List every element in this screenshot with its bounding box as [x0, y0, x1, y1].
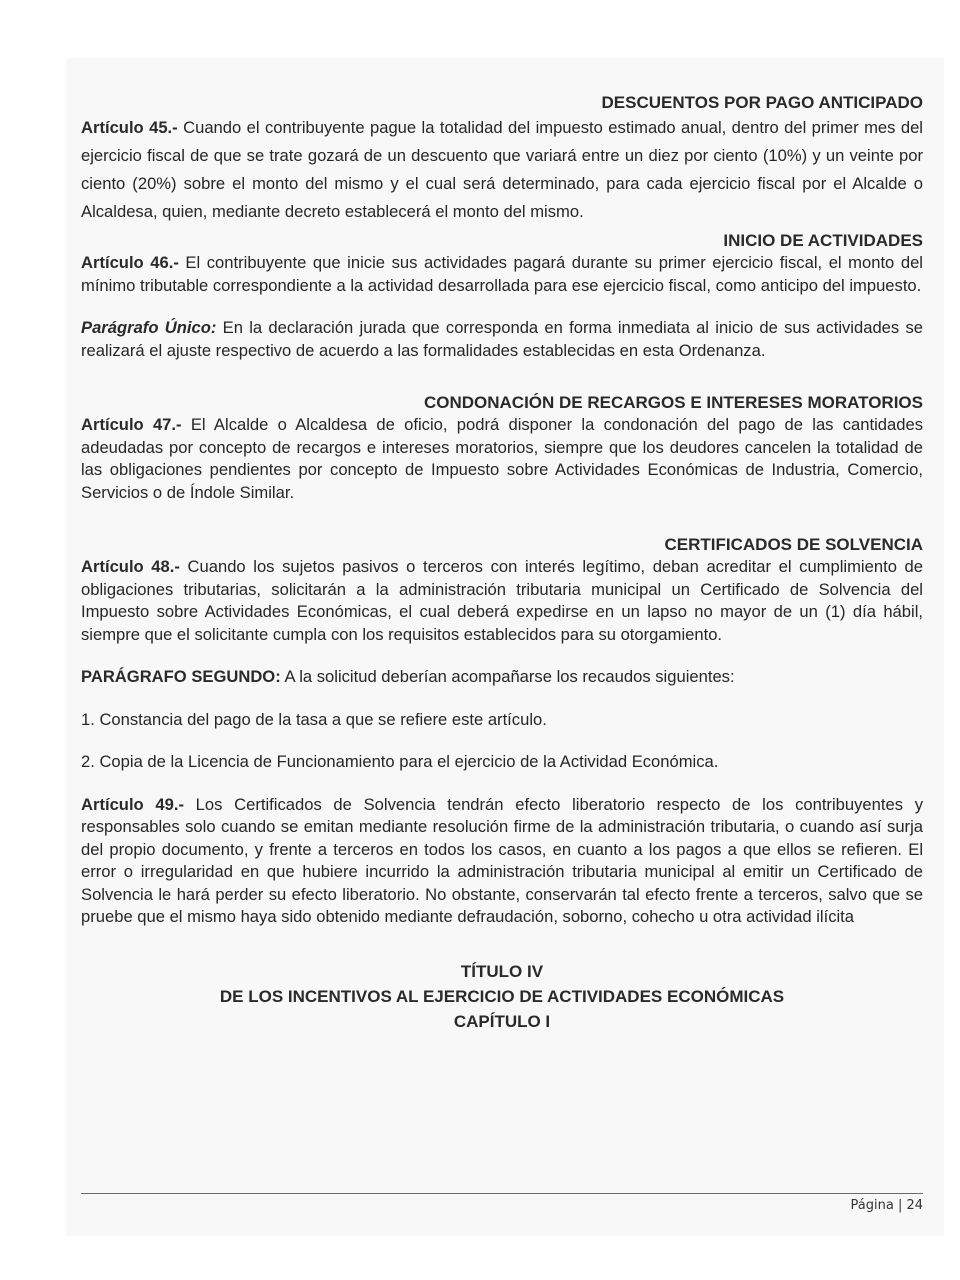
article-46-text: El contribuyente que inicie sus actividades pagará durante su primer ejercicio fiscal, el monto del mínimo tributable correspondiente a la actividad desarrollada para ese ejercicio fiscal, como anticipo del impuesto.	[81, 253, 923, 295]
heading-inicio: INICIO DE ACTIVIDADES	[723, 231, 923, 250]
article-48-text: Cuando los sujetos pasivos o terceros con interés legítimo, deban acreditar el cumplimiento de obligaciones tributarias, solicitarán a la administración tributaria municipal un Certificado de Solvencia del Impuesto sobre Actividades Económicas, el cual deberá expedirse en un lapso no mayor de un (1) día hábil, siempre que el solicitante cumpla con los requisitos establecidos para su otorgamiento.	[81, 557, 923, 644]
page-number: Página | 24	[850, 1198, 923, 1213]
article-46	[81, 252, 923, 297]
article-46-lead: Artículo 46.-	[81, 253, 179, 272]
article-47-lead: Artículo 47.-	[81, 415, 182, 434]
footer-divider	[81, 1193, 923, 1194]
heading-descuentos: DESCUENTOS POR PAGO ANTICIPADO	[601, 93, 923, 112]
heading-certificados: CERTIFICADOS DE SOLVENCIA	[664, 535, 923, 554]
article-47-text: El Alcalde o Alcaldesa de oficio, podrá disponer la condonación del pago de las cantidades adeudadas por concepto de recargos e intereses moratorios, siempre que los deudores cancelen la totalidad de las obligaciones pendientes por concepto de Impuesto sobre Actividades Económicas de Industria, Comercio, Servicios o de Índole Similar.	[81, 415, 923, 502]
article-49-text: Los Certificados de Solvencia tendrán efecto liberatorio respecto de los contribuyentes y responsables solo cuando se emitan mediante resolución firme de la administración tributaria, o cuando así surja del propio documento, y frente a terceros en todos los casos, en cuanto a los pagos a que ellos se refieren. El error o irregularidad en que hubiere incurrido la administración tributaria municipal al emitir un Certificado de Solvencia le hará perder su efecto liberatorio. No obstante, conservarán tal efecto frente a terceros, salvo que se pruebe que el mismo haya sido obtenido mediante defraudación, soborno, cohecho u otra actividad ilícita	[81, 794, 923, 926]
paragrafo-segundo-text: A la solicitud deberían acompañarse los recaudos siguientes:	[280, 667, 735, 686]
list-item-1: 1. Constancia del pago de la tasa a que se refiere este artículo.	[81, 709, 547, 729]
paragrafo-unico-lead: Parágrafo Único:	[81, 318, 217, 337]
article-49-lead: Artículo 49.-	[81, 794, 184, 814]
paragrafo-segundo	[81, 666, 923, 689]
document-content	[81, 92, 923, 1034]
article-49	[81, 794, 923, 929]
article-45-lead: Artículo 45.-	[81, 118, 178, 137]
list-item-2: 2. Copia de la Licencia de Funcionamiento para el ejercicio de la Actividad Económica.	[81, 752, 719, 771]
heading-condonacion: CONDONACIÓN DE RECARGOS E INTERESES MORATORIOS	[423, 393, 923, 412]
article-45	[81, 114, 923, 226]
paragrafo-segundo-lead: PARÁGRAFO SEGUNDO:	[81, 667, 281, 686]
paragrafo-unico-text: En la declaración jurada que corresponda en forma inmediata al inicio de sus actividades se realizará el ajuste respectivo de acuerdo a las formalidades establecidas en esta Ordenanza.	[81, 318, 924, 360]
titulo-block	[81, 959, 923, 1034]
article-45-text: Cuando el contribuyente pague la totalidad del impuesto estimado anual, dentro del primer mes del ejercicio fiscal de que se trate gozará de un descuento que variará entre un diez por ciento (10%) y un veinte por ciento (20%) sobre el monto del mismo y el cual será determinado, para cada ejercicio fiscal por el Alcalde o Alcaldesa, quien, mediante decreto establecerá el monto del mismo.	[81, 118, 923, 221]
titulo-line-2: DE LOS INCENTIVOS AL EJERCICIO DE ACTIVIDADES ECONÓMICAS	[219, 986, 785, 1006]
titulo-line-3: CAPÍTULO I	[453, 1011, 551, 1031]
titulo-line-1: TÍTULO IV	[460, 961, 544, 981]
article-48-lead: Artículo 48.-	[81, 557, 180, 576]
article-48	[81, 556, 923, 646]
article-47	[81, 414, 923, 504]
article-46-paragrafo	[81, 317, 923, 362]
